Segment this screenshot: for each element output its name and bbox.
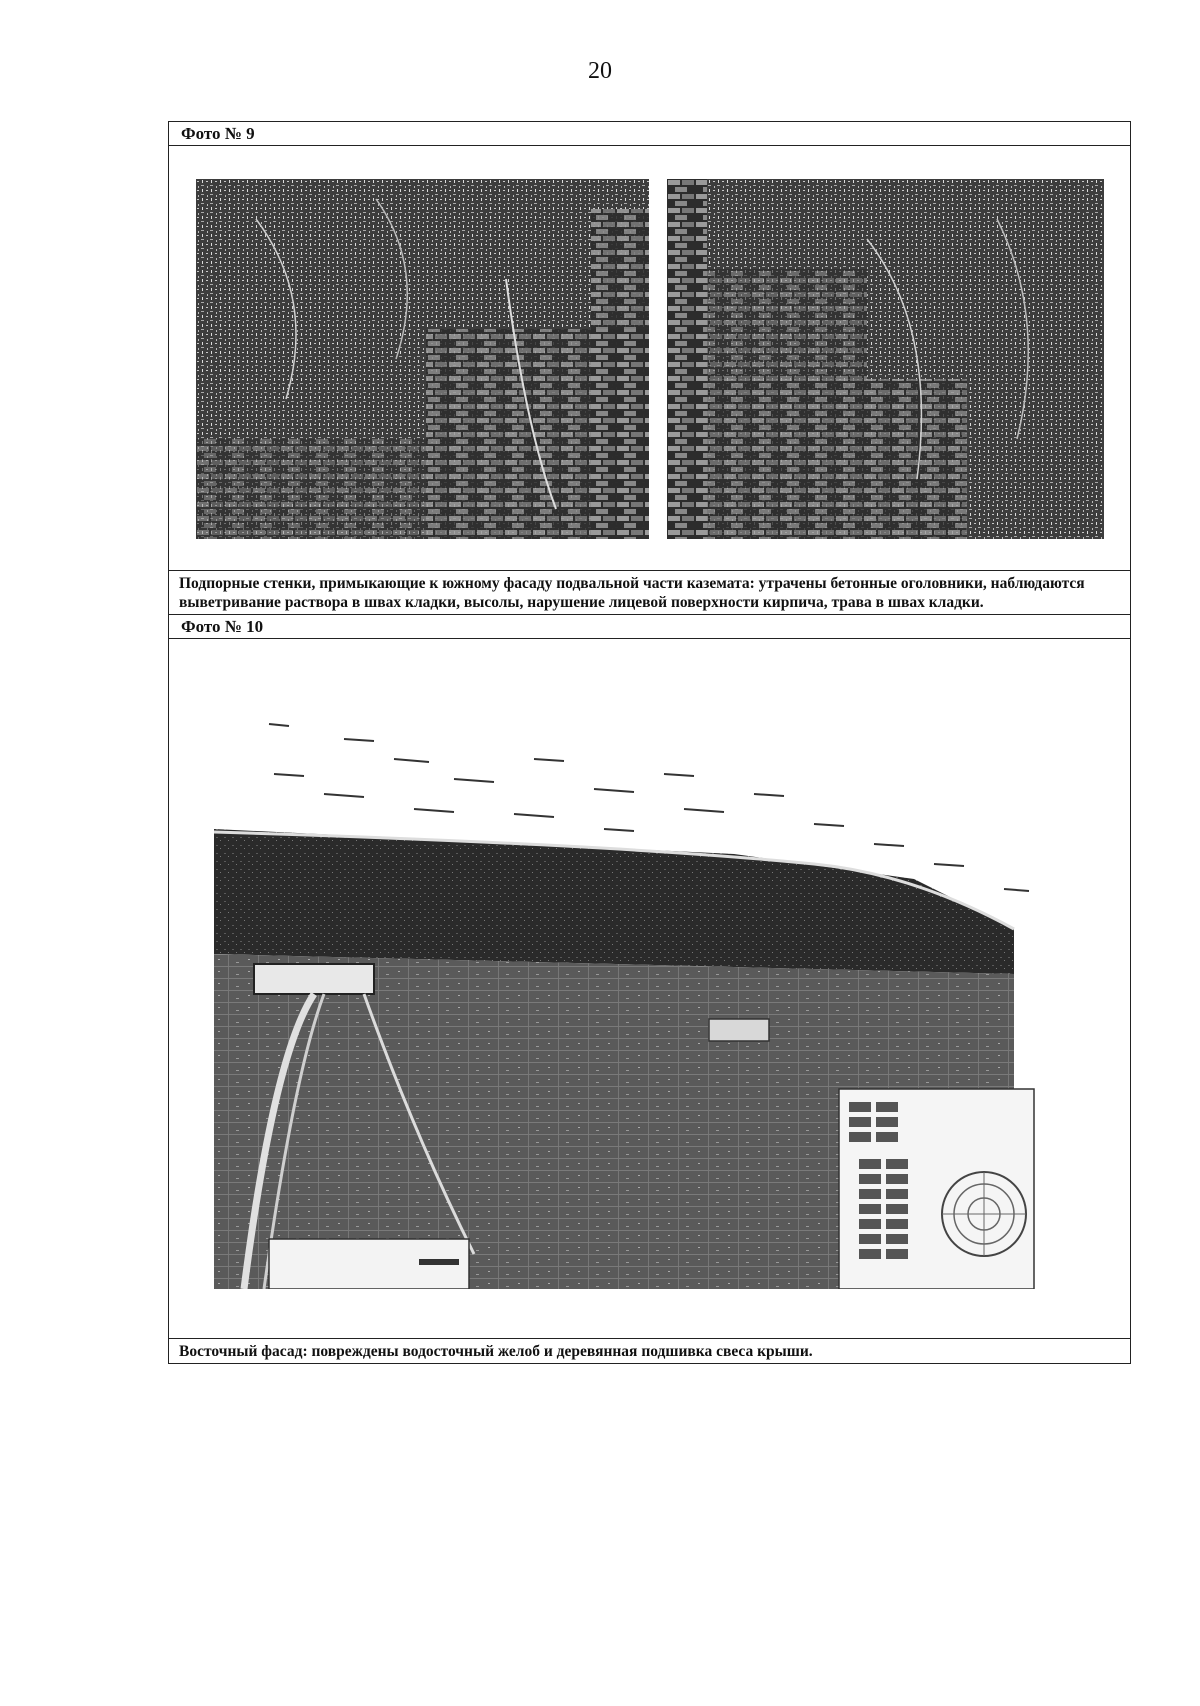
photo10-caption: Восточный фасад: повреждены водосточный желоб и деревянная подшивка свеса крыши. [179,1343,813,1360]
photo10-cell [169,639,1130,1339]
photo10-image [214,714,1084,1289]
photo9-caption: Подпорные стенки, примыкающие к южному фасаду подвальной части каземата: утрачены бетонные оголовники, наблюдаются выветривание раствора в швах кладки, высолы, нарушение лицевой поверхности кирпича, трава в швах кладки. [169,571,1130,615]
photo9-cell [169,146,1130,571]
photo9-right-image [667,179,1104,539]
photo9-header: Фото № 9 [169,122,1130,146]
photo10-header: Фото № 10 [169,615,1130,639]
photo9-left-image [196,179,649,539]
photo-table [168,121,1131,1364]
page-number: 20 [588,58,612,84]
